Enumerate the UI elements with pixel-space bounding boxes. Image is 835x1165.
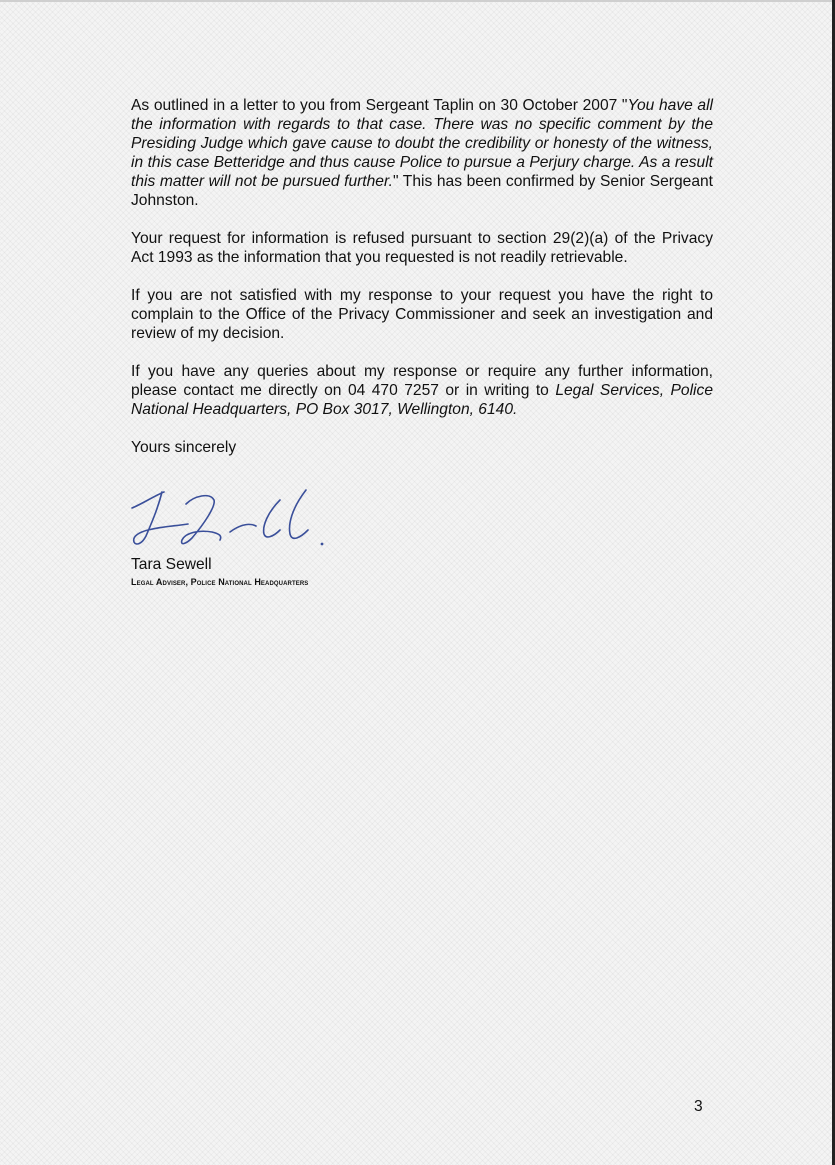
page-number: 3 xyxy=(694,1098,703,1115)
scan-top-edge xyxy=(0,0,835,2)
paragraph-1 xyxy=(131,96,713,210)
letter-body xyxy=(131,96,713,457)
paragraph-2: Your request for information is refused pursuant to section 29(2)(a) of the Privacy Act 1993 as the information that you requested is not readily retrievable. xyxy=(131,230,713,266)
paragraph-3: If you are not satisfied with my response to your request you have the right to complain to the Office of the Privacy Commissioner and seek an investigation and review of my decision. xyxy=(131,287,713,342)
closing-salutation: Yours sincerely xyxy=(131,439,237,456)
paragraph-4-address: Legal Services, Police National Headquarters, PO Box 3017, Wellington, 6140. xyxy=(131,382,713,418)
paragraph-1-text-a: As outlined in a letter to you from Sergeant Taplin on 30 October 2007 " xyxy=(131,97,628,114)
signatory-title: Legal Adviser, Police National Headquarters xyxy=(131,577,309,587)
handwritten-signature xyxy=(128,486,338,558)
paragraph-1-text-b: " This has been confirmed by Senior Sergeant Johnston. xyxy=(131,173,714,209)
paragraph-4 xyxy=(131,362,713,419)
paragraph-4-text: If you have any queries about my response or require any further information, please contact me directly on 04 470 7257 or in writing to xyxy=(131,363,713,399)
signatory-name: Tara Sewell xyxy=(131,556,212,573)
paragraph-1-quote: You have all the information with regards to that case. There was no specific comment by the Presiding Judge which gave cause to doubt the credibility or honesty of the witness, in this case Betteridge and thus cause Police to pursue a Perjury charge. As a result this matter will not be pursued further. xyxy=(131,97,714,190)
